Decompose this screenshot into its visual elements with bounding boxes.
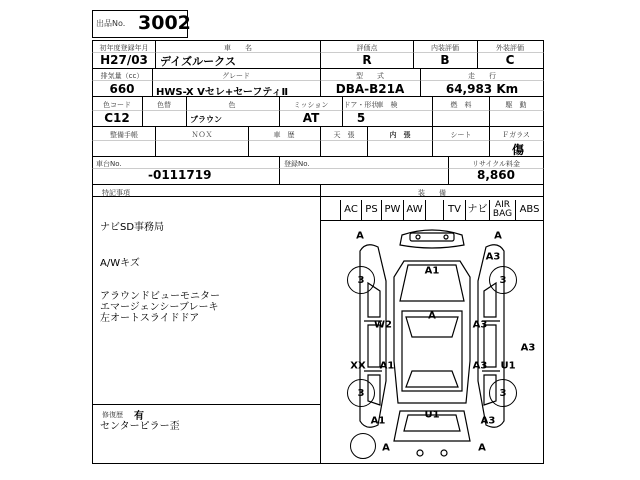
equip-ps: PS	[362, 200, 382, 220]
interior-value: B	[440, 53, 450, 67]
tire-front-right: 3	[489, 266, 517, 294]
color-code-label: 色コード	[103, 101, 131, 109]
score-value: R	[362, 53, 372, 67]
color-type-label: 色替	[157, 101, 171, 109]
mileage-label: 走 行	[468, 72, 496, 80]
grade-rear-right: A3	[480, 415, 496, 427]
f-glass-label: Ｆガラス	[502, 131, 530, 139]
transmission-label: ミッション	[293, 101, 329, 109]
name-label: 車 名	[224, 44, 252, 52]
chassis-value: -0111719	[148, 168, 212, 182]
grade-front-right: A	[494, 230, 502, 242]
lot-label: 出品No.	[96, 19, 126, 28]
grade-left-rear-door: A1	[379, 360, 395, 372]
grade-roof: A	[428, 310, 436, 322]
score-label: 評価点	[356, 44, 378, 52]
seat-label: シート	[450, 131, 472, 139]
grade-right-edge: A3	[520, 342, 536, 354]
nox-label: ＮＯＸ	[191, 131, 213, 139]
color-value: ブラウン	[190, 115, 222, 124]
model-label: 型 式	[356, 72, 384, 80]
recycle-value: 8,860	[477, 168, 515, 182]
displacement-label: 排気量（cc）	[100, 72, 144, 80]
name-value: デイズルークス	[160, 55, 237, 68]
f-glass-value: 傷	[511, 143, 525, 157]
grade-right-rear-door: A3	[472, 360, 488, 372]
notes-label: 特記事項	[102, 189, 130, 197]
year-value: H27/03	[100, 53, 148, 67]
roof-label: 天 張	[333, 131, 355, 139]
note-1: ナビSD事務局	[100, 222, 165, 233]
manual-label: 整備手帳	[110, 131, 138, 139]
recycle-label: リサイクル料金	[471, 160, 521, 168]
equip-ac: AC	[340, 200, 362, 220]
grade-rear-bumper-right: A	[478, 442, 486, 454]
displacement-value: 660	[109, 82, 135, 96]
grade-front-left: A	[356, 230, 364, 242]
door-shape-label: ドア・形状	[343, 101, 379, 109]
spare-tire	[350, 433, 376, 459]
equip-pw: PW	[382, 200, 404, 220]
equip-tv: TV	[444, 200, 466, 220]
lot-number: 3002	[138, 12, 191, 34]
grade-label: グレード	[222, 72, 250, 80]
equip-navi: ナビ	[466, 200, 490, 220]
interior-label: 内装評価	[431, 44, 459, 52]
grade-rear-left: A1	[370, 415, 386, 427]
inner-label: 内 張	[389, 131, 411, 139]
grade-value: HWS-X Vセレ+セーフティⅡ	[156, 87, 289, 98]
equip-blank	[426, 200, 444, 220]
inspection-label: 車 検	[376, 101, 398, 109]
mileage-value: 64,983 Km	[445, 82, 519, 96]
tire-front-left: 3	[347, 266, 375, 294]
grade-right-front-door: A3	[472, 319, 488, 331]
tire-rear-left: 3	[347, 379, 375, 407]
grade-right-quarter: U1	[500, 360, 516, 372]
car-diagram	[320, 221, 544, 464]
repair-value: 有	[134, 411, 144, 422]
grade-right-fender: A3	[485, 251, 501, 263]
grade-back-door: U1	[424, 409, 440, 421]
color-code-value: C12	[104, 111, 130, 125]
transmission-value: AT	[302, 111, 320, 125]
chassis-label: 車台No.	[96, 160, 122, 168]
equip-airbag: AIR BAG	[490, 200, 516, 220]
equip-aw: AW	[404, 200, 426, 220]
door-shape-value: 5	[356, 111, 366, 125]
grade-hood: A1	[424, 265, 440, 277]
equip-abs: ABS	[519, 204, 540, 215]
exterior-value: C	[505, 53, 515, 67]
fuel-label: 燃 料	[450, 101, 472, 109]
history-label: 車 歴	[273, 131, 295, 139]
grade-left-front-door: W2	[374, 319, 392, 331]
exterior-label: 外装評価	[496, 44, 524, 52]
color-label: 色	[228, 101, 236, 109]
tire-rear-right: 3	[489, 379, 517, 407]
model-value: DBA-B21A	[335, 82, 405, 96]
registration-label: 登録No.	[284, 160, 310, 168]
note-3: アラウンドビューモニター エマージェンシーブレーキ 左オートスライドドア	[100, 291, 220, 324]
drive-label: 駆 動	[505, 101, 527, 109]
year-label: 初年度登録年月	[99, 44, 149, 52]
note-2: A/Wキズ	[100, 258, 140, 269]
repair-label: 修復歴	[102, 411, 123, 419]
grade-left-pillar: XX	[350, 360, 366, 372]
equipment-label: 装 備	[418, 189, 446, 197]
grade-rear-bumper-left: A	[382, 442, 390, 454]
repair-note: センターピラー歪	[100, 421, 180, 432]
